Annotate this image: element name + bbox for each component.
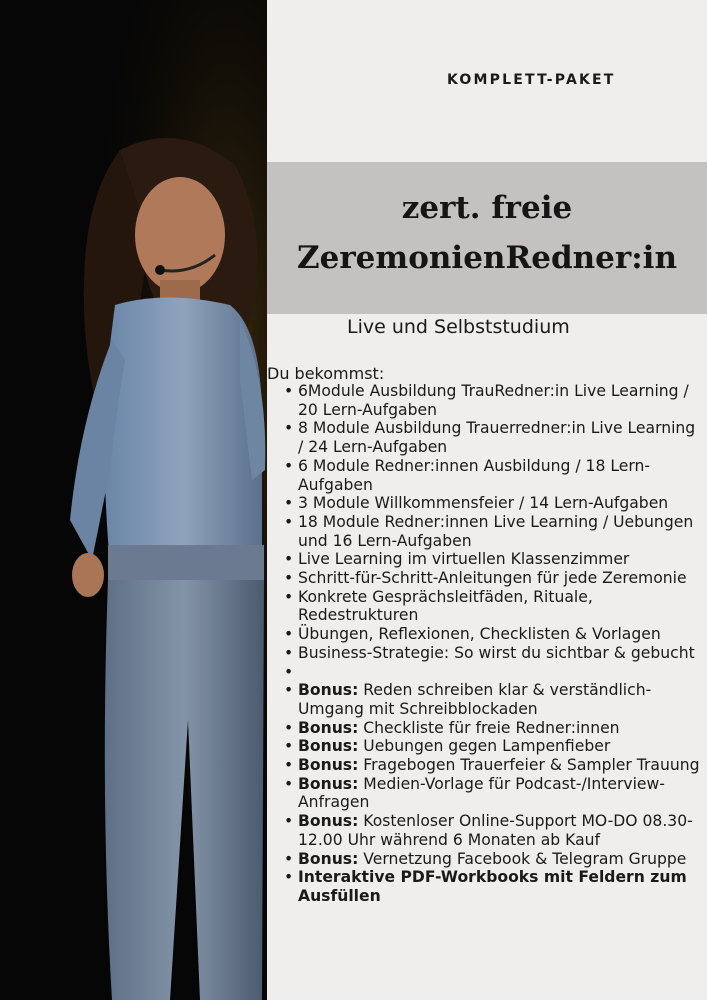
list-item [298, 457, 703, 494]
list-item-text: Live Learning im virtuellen Klassenzimmer [298, 550, 630, 569]
list-item-bold: Bonus: [298, 812, 359, 831]
list-item [298, 625, 703, 644]
list-item-bold: Interaktive PDF-Workbooks mit Feldern zum Ausfüllen [298, 868, 687, 905]
list-item-text: Vernetzung Facebook & Telegram Gruppe [358, 849, 687, 868]
list-item-text: 3 Module Willkommensfeier / 14 Lern-Aufgaben [298, 494, 669, 513]
list-item-text: 6Module Ausbildung TrauRedner:in Live Learning / 20 Lern-Aufgaben [298, 382, 689, 419]
list-item-bold: Bonus: [298, 774, 359, 793]
content-panel [267, 0, 707, 1000]
list-item [298, 494, 703, 513]
list-item [298, 569, 703, 588]
title-band [267, 162, 707, 314]
list-item-text: Konkrete Gesprächsleitfäden, Rituale, Redestrukturen [298, 587, 593, 625]
list-item-text: Business-Strategie: So wirst du sichtbar & gebucht [298, 643, 695, 662]
list-item-bold: Bonus: [298, 681, 359, 700]
list-item-bold: Bonus: [298, 849, 359, 868]
list-item-text: 6 Module Redner:innen Ausbildung / 18 Lern-Aufgaben [298, 456, 650, 494]
list-item-text: Kostenloser Online-Support MO-DO 08.30-12.00 Uhr während 6 Monaten ab Kauf [298, 812, 693, 849]
list-item [298, 382, 703, 419]
list-item-text: Schritt-für-Schritt-Anleitungen für jede Zeremonie [298, 569, 687, 588]
list-item-bold: Bonus: [298, 737, 359, 756]
list-item-text: 8 Module Ausbildung Trauerredner:in Live Learning / 24 Lern-Aufgaben [298, 419, 696, 457]
list-item [298, 756, 703, 775]
list-item [298, 644, 703, 663]
list-item-bold: Bonus: [298, 718, 359, 737]
list-item [298, 812, 703, 849]
list-item [298, 868, 703, 905]
list-item [298, 550, 703, 569]
package-label: KOMPLETT-PAKET [447, 72, 616, 88]
list-item [298, 588, 703, 625]
list-item [298, 513, 703, 550]
feature-list [298, 382, 703, 906]
list-item-text: Checkliste für freie Redner:innen [358, 718, 620, 737]
list-item-text: Medien-Vorlage für Podcast-/Interview-Anfragen [298, 774, 665, 812]
list-item [298, 719, 703, 738]
intro-text: Du bekommst: [267, 364, 385, 383]
title-line-2: ZeremonienRedner:in [297, 240, 677, 276]
list-item-bold: Bonus: [298, 756, 359, 775]
list-item [298, 419, 703, 456]
list-item-text: Übungen, Reflexionen, Checklisten & Vorlagen [298, 625, 661, 644]
list-item [298, 775, 703, 812]
speaker-photo [0, 0, 267, 1000]
list-item [298, 663, 703, 682]
list-item-text: Reden schreiben klar & verständlich- Umgang mit Schreibblockaden [298, 681, 652, 718]
list-item-text: 18 Module Redner:innen Live Learning / Uebungen und 16 Lern-Aufgaben [298, 512, 694, 550]
list-item-text: Uebungen gegen Lampenfieber [358, 737, 611, 756]
list-item-text: Fragebogen Trauerfeier & Sampler Trauung [358, 756, 700, 775]
list-item [298, 681, 703, 718]
title-line-1: zert. freie [401, 190, 573, 226]
list-item [298, 850, 703, 869]
list-item [298, 737, 703, 756]
subtitle: Live und Selbststudium [347, 316, 570, 338]
